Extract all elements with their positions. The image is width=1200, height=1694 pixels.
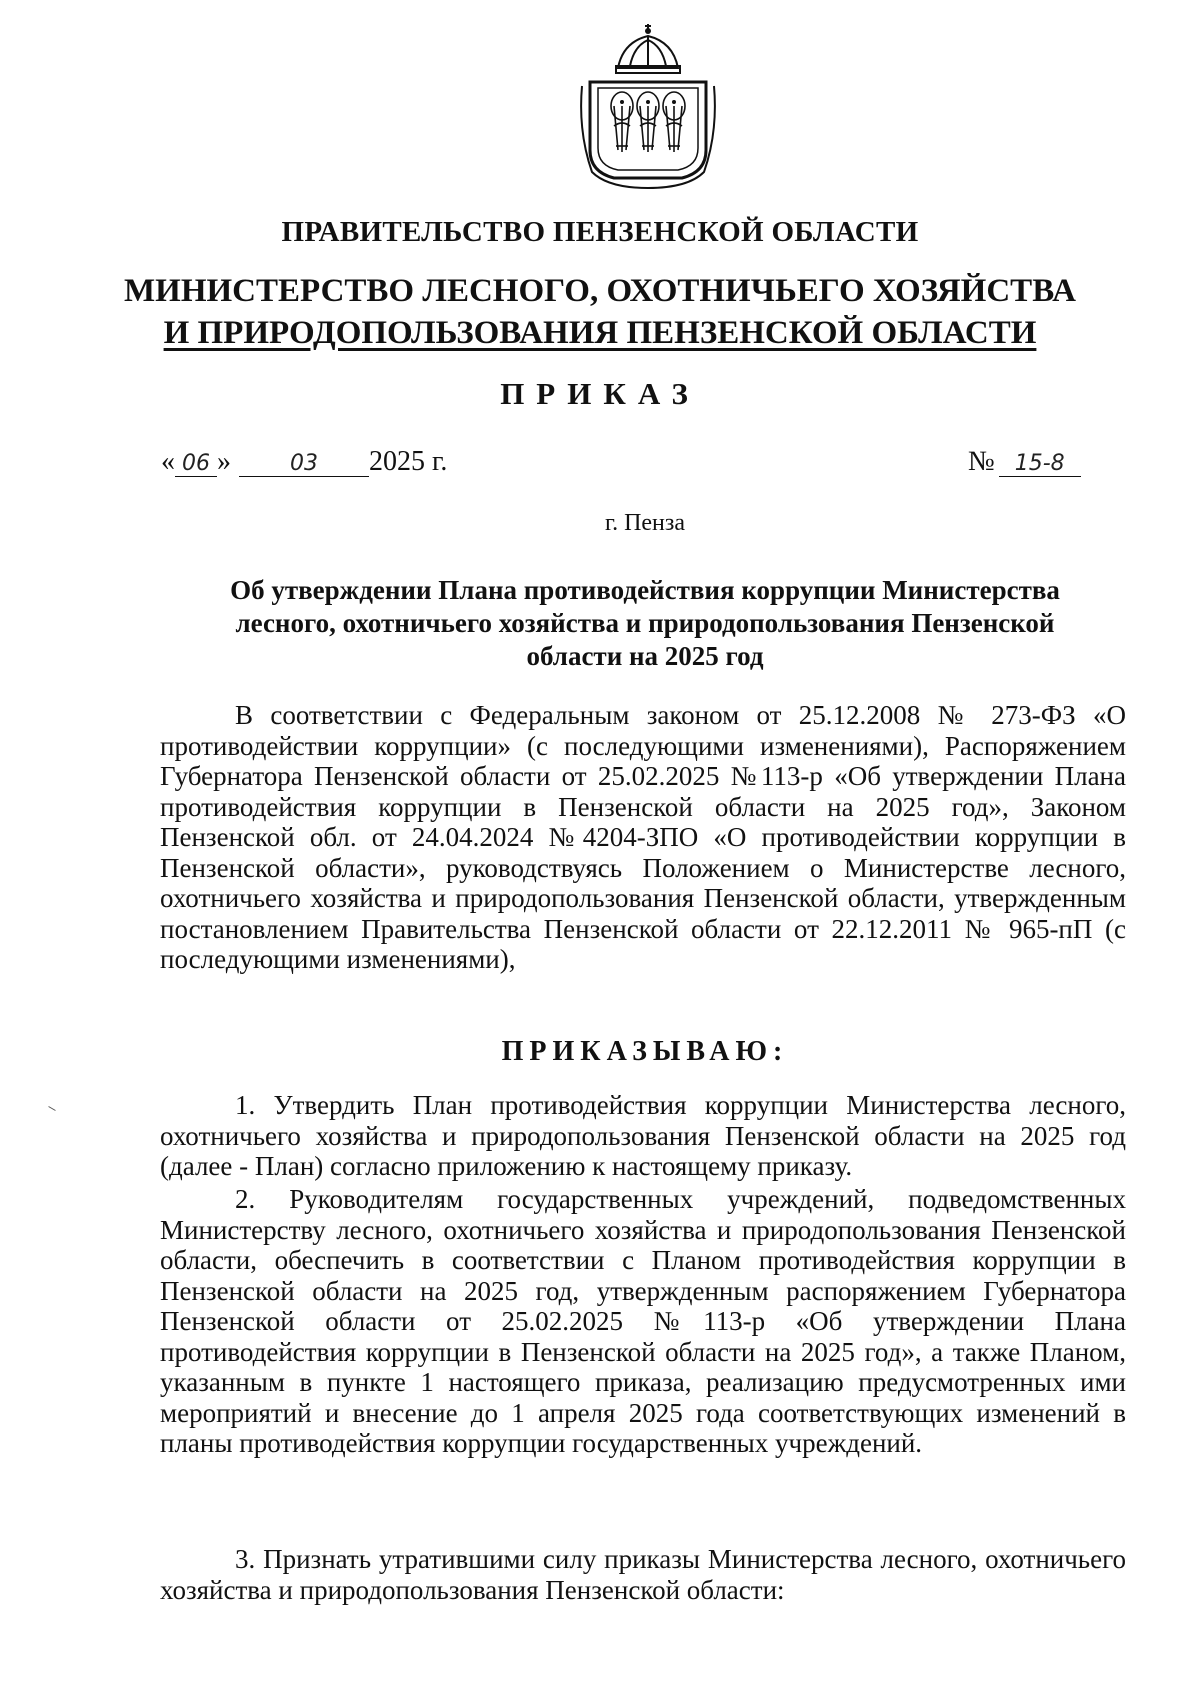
document-type: ПРИКАЗ (500, 376, 700, 411)
order-subject: Об утверждении Плана противодействия коррупции Министерства лесного, охотничьего хозяйства и природопользования Пензенской области на 2025 год (230, 575, 1060, 671)
ministry-title-line2: И ПРИРОДОПОЛЬЗОВАНИЯ ПЕНЗЕНСКОЙ ОБЛАСТИ (163, 315, 1037, 351)
order-number-value: 15-8 (999, 452, 1081, 477)
item-3 (160, 1544, 1126, 1605)
item-1-text: 1. Утвердить План противодействия коррупции Министерства лесного, охотничьего хозяйства и природопользования Пензенской области на 2025 год (далее - План) согласно приложению к настоящему приказу. (160, 1090, 1126, 1181)
date-year: 2025 г. (369, 446, 448, 477)
ministry-title-line1: МИНИСТЕРСТВО ЛЕСНОГО, ОХОТНИЧЬЕГО ХОЗЯЙСТВА (124, 273, 1076, 309)
item-1 (160, 1090, 1126, 1182)
penza-coat-of-arms-icon (578, 22, 718, 192)
date-quote-close: » (217, 446, 231, 477)
order-word: ПРИКАЗЫВАЮ: (501, 1036, 789, 1067)
government-title: ПРАВИТЕЛЬСТВО ПЕНЗЕНСКОЙ ОБЛАСТИ (281, 216, 919, 248)
preamble-text: В соответствии с Федеральным законом от 25.12.2008 № 273-ФЗ «О противодействии коррупции» (с последующими изменениями), Распоряжением Губернатора Пензенской области от 25.02.2025 №113-р «Об утверждении Плана противодействия коррупции в Пензенской области на 2025 год», Законом Пензенской обл. от 24.04.2024 №4204-ЗПО «О противодействии коррупции в Пензенской области», руководствуясь Положением о Министерстве лесного, охотничьего хозяйства и природопользования Пензенской области, утвержденным постановлением Правительства Пензенской области от 22.12.2011 № 965-пП (с последующими изменениями), (160, 700, 1126, 974)
date-day: 06 (175, 452, 217, 477)
order-date (161, 446, 447, 478)
item-3-text: 3. Признать утратившими силу приказы Министерства лесного, охотничьего хозяйства и природопользования Пензенской области: (160, 1544, 1126, 1605)
item-2-text: 2. Руководителям государственных учреждений, подведомственных Министерству лесного, охотничьего хозяйства и природопользования Пензенской области, обеспечить в соответствии с Планом противодействия коррупции в Пензенской области на 2025 год, утвержденным распоряжением Губернатора Пензенской области от 25.02.2025 №113-р «Об утверждении Плана противодействия коррупции в Пензенской области на 2025 год», а также Планом, указанным в пункте 1 настоящего приказа, реализацию предусмотренных ими мероприятий и внесение до 1 апреля 2025 года соответствующих изменений в планы противодействия коррупции государственных учреждений. (160, 1184, 1126, 1458)
preamble-paragraph (160, 700, 1126, 975)
scan-speck (48, 1106, 55, 1111)
order-number-prefix: № (968, 446, 995, 477)
order-number (968, 446, 1081, 478)
ministry-title (0, 270, 1200, 354)
date-quote-open: « (161, 446, 175, 477)
city: г. Пенза (604, 510, 686, 536)
date-month: 03 (239, 452, 369, 477)
item-2 (160, 1184, 1126, 1459)
